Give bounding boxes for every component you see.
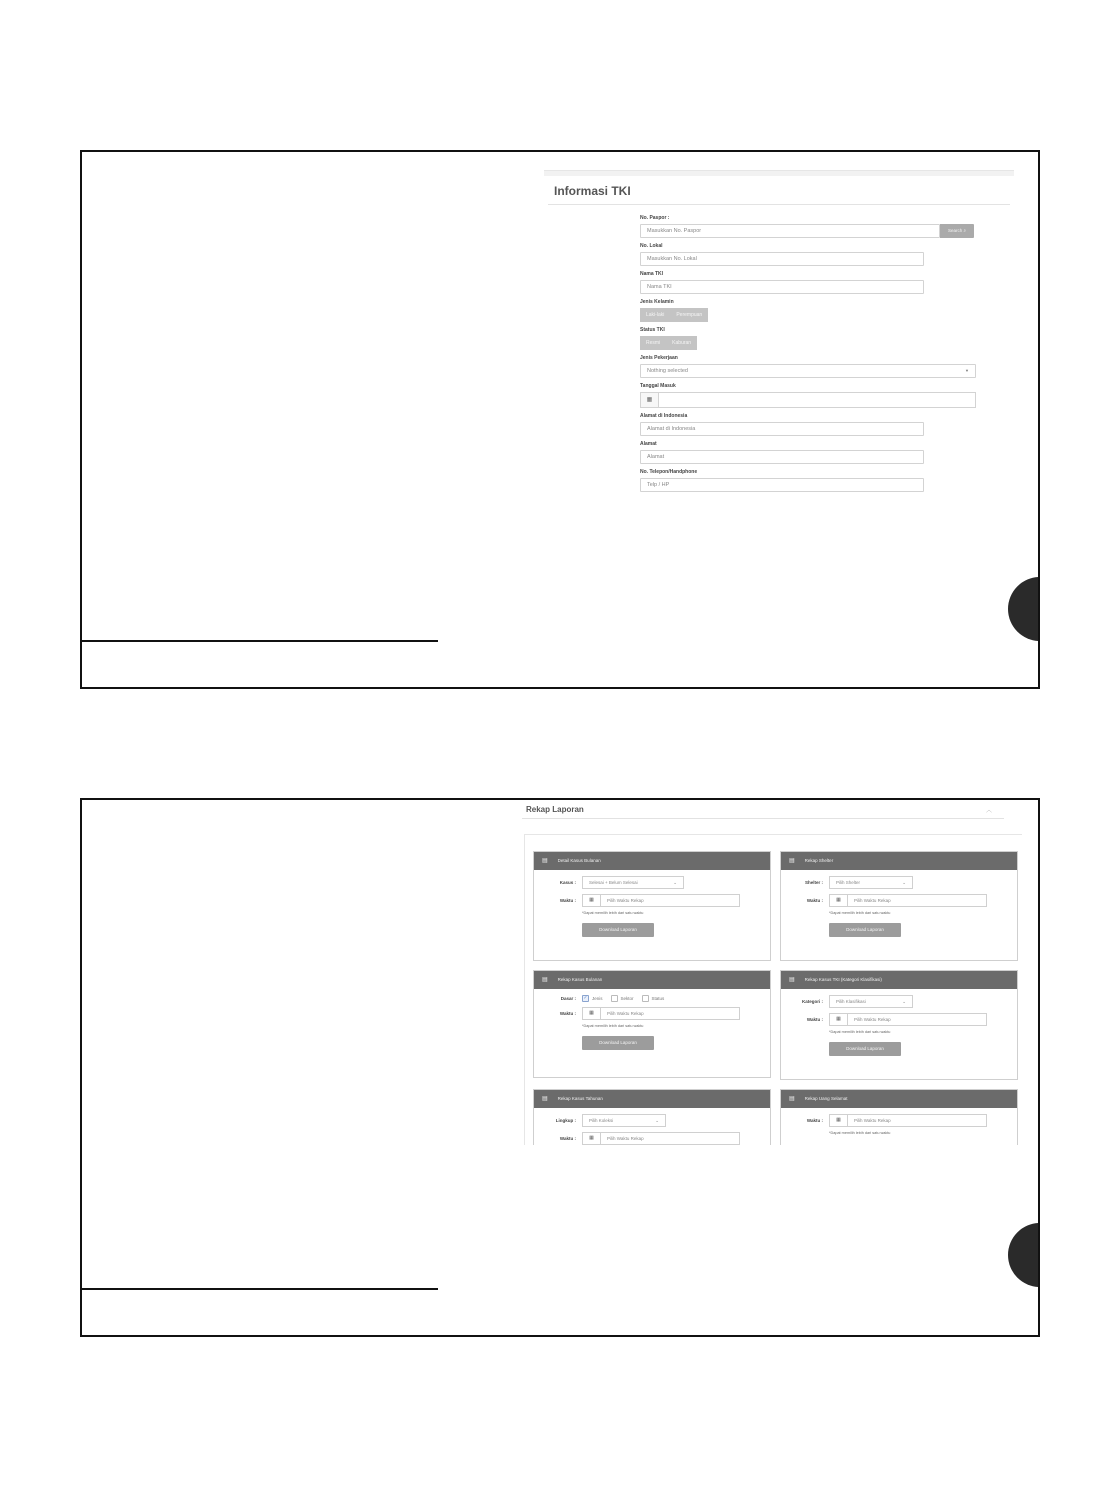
slide-corner-circle — [1008, 1223, 1040, 1287]
slide-corner-circle — [1008, 577, 1040, 641]
shelter-select[interactable]: Pilih Shelter ⌄ — [829, 876, 913, 889]
panel-header: ▤ Rekap Kasus TKI (Kategori Klasifikasi) — [781, 971, 1017, 989]
waktu-label: Waktu : — [559, 1011, 576, 1016]
panel-rekap-kasus-tki — [780, 970, 1018, 1080]
kategori-select[interactable]: Pilih Klasifikasi ⌄ — [829, 995, 913, 1008]
search-button[interactable]: Search ⌕ — [940, 224, 974, 238]
alamat-label: Alamat — [640, 441, 657, 447]
option-laki-laki[interactable]: Laki-laki — [640, 308, 670, 322]
panel-rekap-kasus-bulanan — [533, 970, 771, 1078]
panel-header: ▤ Rekap Shelter — [781, 852, 1017, 870]
waktu-picker[interactable]: ▦ Pilih Waktu Rekap — [829, 1114, 987, 1127]
shelter-label: Shelter : — [804, 880, 823, 885]
jenis-pekerjaan-select[interactable]: Nothing selected ▼ — [640, 364, 976, 378]
alamat-indonesia-input[interactable]: Alamat di Indonesia — [640, 422, 924, 436]
checkbox-sektor[interactable]: Sektor — [611, 995, 634, 1002]
lingkup-select[interactable]: Pilih Koleksi ⌄ — [582, 1114, 666, 1127]
table-icon: ▤ — [789, 1096, 795, 1102]
waktu-note: *Dapat memilih lebih dari satu waktu — [582, 1024, 644, 1028]
calendar-icon: ▦ — [582, 894, 600, 907]
calendar-icon: ▦ — [829, 1013, 847, 1026]
checkbox-status[interactable]: Status — [642, 995, 665, 1002]
slide-informasi-tki — [80, 150, 1040, 689]
panel-rekap-shelter — [780, 851, 1018, 961]
kasus-select[interactable]: Selesai + Belum Selesai ⌄ — [582, 876, 684, 889]
option-perempuan[interactable]: Perempuan — [670, 308, 708, 322]
chevron-up-icon[interactable]: ︿ — [985, 808, 992, 814]
panel-header: ▤ Rekap Kasus Tahunan — [534, 1090, 770, 1108]
checkbox-jenis[interactable]: ✓ Jenis — [583, 995, 603, 1001]
lingkup-label: Lingkup : — [555, 1118, 576, 1123]
calendar-icon[interactable]: ▦ — [640, 392, 658, 408]
option-kaburan[interactable]: Kaburan — [666, 336, 697, 350]
jenis-pekerjaan-label: Jenis Pekerjaan — [640, 355, 678, 361]
slide-divider — [82, 1288, 438, 1290]
calendar-icon: ▦ — [829, 894, 847, 907]
alamat-input[interactable]: Alamat — [640, 450, 924, 464]
waktu-label: Waktu : — [559, 1136, 576, 1141]
kasus-label: Kasus : — [559, 880, 576, 885]
nama-label: Nama TKI — [640, 271, 664, 277]
telepon-label: No. Telepon/Handphone — [640, 469, 698, 475]
slide-rekap-laporan — [80, 798, 1040, 1337]
dasar-checkboxes — [582, 995, 669, 1002]
chevron-down-icon: ▼ — [965, 368, 969, 373]
paspor-label: No. Paspor : — [640, 215, 670, 221]
waktu-label: Waktu : — [559, 898, 576, 903]
waktu-label: Waktu : — [806, 1118, 823, 1123]
jenis-kelamin-label: Jenis Kelamin — [640, 299, 674, 305]
download-button[interactable]: Download Laporan — [582, 923, 654, 937]
table-icon: ▤ — [789, 977, 795, 983]
page-title: Informasi TKI — [548, 176, 1010, 205]
calendar-icon: ▦ — [829, 1114, 847, 1127]
panel-detail-kasus-bulanan — [533, 851, 771, 961]
panel-rekap-uang-selamat — [780, 1089, 1018, 1145]
kategori-label: Kategori : — [801, 999, 823, 1004]
chevron-down-icon: ⌄ — [902, 880, 906, 885]
table-icon: ▤ — [542, 1096, 548, 1102]
panel-header: ▤ Detail Kasus Bulanan — [534, 852, 770, 870]
table-icon: ▤ — [789, 858, 795, 864]
nama-input[interactable]: Nama TKI — [640, 280, 924, 294]
status-tki-label: Status TKI — [640, 327, 665, 333]
slide-divider — [82, 640, 438, 642]
waktu-picker[interactable]: ▦ Pilih Waktu Rekap — [829, 894, 987, 907]
telepon-input[interactable]: Telp / HP — [640, 478, 924, 492]
calendar-icon: ▦ — [582, 1132, 600, 1145]
tki-form — [640, 210, 976, 492]
waktu-note: *Dapat memilih lebih dari satu waktu — [829, 911, 891, 915]
waktu-picker[interactable]: ▦ Pilih Waktu Rekap — [582, 894, 740, 907]
lokal-label: No. Lokal — [640, 243, 663, 249]
lokal-input[interactable]: Masukkan No. Lokal — [640, 252, 924, 266]
waktu-picker[interactable]: ▦ Pilih Waktu Rekap — [829, 1013, 987, 1026]
rekap-header — [522, 800, 1004, 819]
rekap-laporan-screenshot — [522, 800, 1022, 1145]
table-icon: ▤ — [542, 977, 548, 983]
waktu-label: Waktu : — [806, 1017, 823, 1022]
waktu-note: *Dapat memilih lebih dari satu waktu — [829, 1030, 891, 1034]
waktu-note: *Dapat memilih lebih dari satu waktu — [582, 911, 644, 915]
alamat-indonesia-label: Alamat di Indonesia — [640, 413, 688, 419]
table-icon: ▤ — [542, 858, 548, 864]
panel-rekap-kasus-tahunan — [533, 1089, 771, 1145]
informasi-tki-screenshot — [544, 170, 1014, 530]
download-button[interactable]: Download Laporan — [829, 923, 901, 937]
tanggal-masuk-picker[interactable] — [640, 392, 976, 408]
option-resmi[interactable]: Resmi — [640, 336, 666, 350]
tanggal-masuk-input[interactable] — [658, 392, 976, 408]
waktu-note: *Dapat memilih lebih dari satu waktu — [829, 1131, 891, 1135]
page-title: Rekap Laporan — [526, 805, 584, 814]
status-tki-toggle — [640, 336, 976, 350]
dasar-label: Dasar : — [560, 996, 576, 1001]
paspor-input[interactable]: Masukkan No. Paspor — [640, 224, 940, 238]
download-button[interactable]: Download Laporan — [582, 1036, 654, 1050]
search-icon: ⌕ — [963, 228, 967, 233]
download-button[interactable]: Download Laporan — [829, 1042, 901, 1056]
calendar-icon: ▦ — [582, 1007, 600, 1020]
check-icon: ✓ — [583, 995, 588, 1001]
waktu-label: Waktu : — [806, 898, 823, 903]
chevron-down-icon: ⌄ — [673, 880, 677, 885]
panel-header: ▤ Rekap Kasus Bulanan — [534, 971, 770, 989]
waktu-picker[interactable]: ▦ Pilih Waktu Rekap — [582, 1007, 740, 1020]
rekap-body — [524, 834, 1022, 1145]
tanggal-masuk-label: Tanggal Masuk — [640, 383, 676, 389]
chevron-down-icon: ⌄ — [655, 1118, 659, 1123]
waktu-picker[interactable]: ▦ Pilih Waktu Rekap — [582, 1132, 740, 1145]
jenis-kelamin-toggle — [640, 308, 976, 322]
panel-header: ▤ Rekap Uang Selamat — [781, 1090, 1017, 1108]
chevron-down-icon: ⌄ — [902, 999, 906, 1004]
